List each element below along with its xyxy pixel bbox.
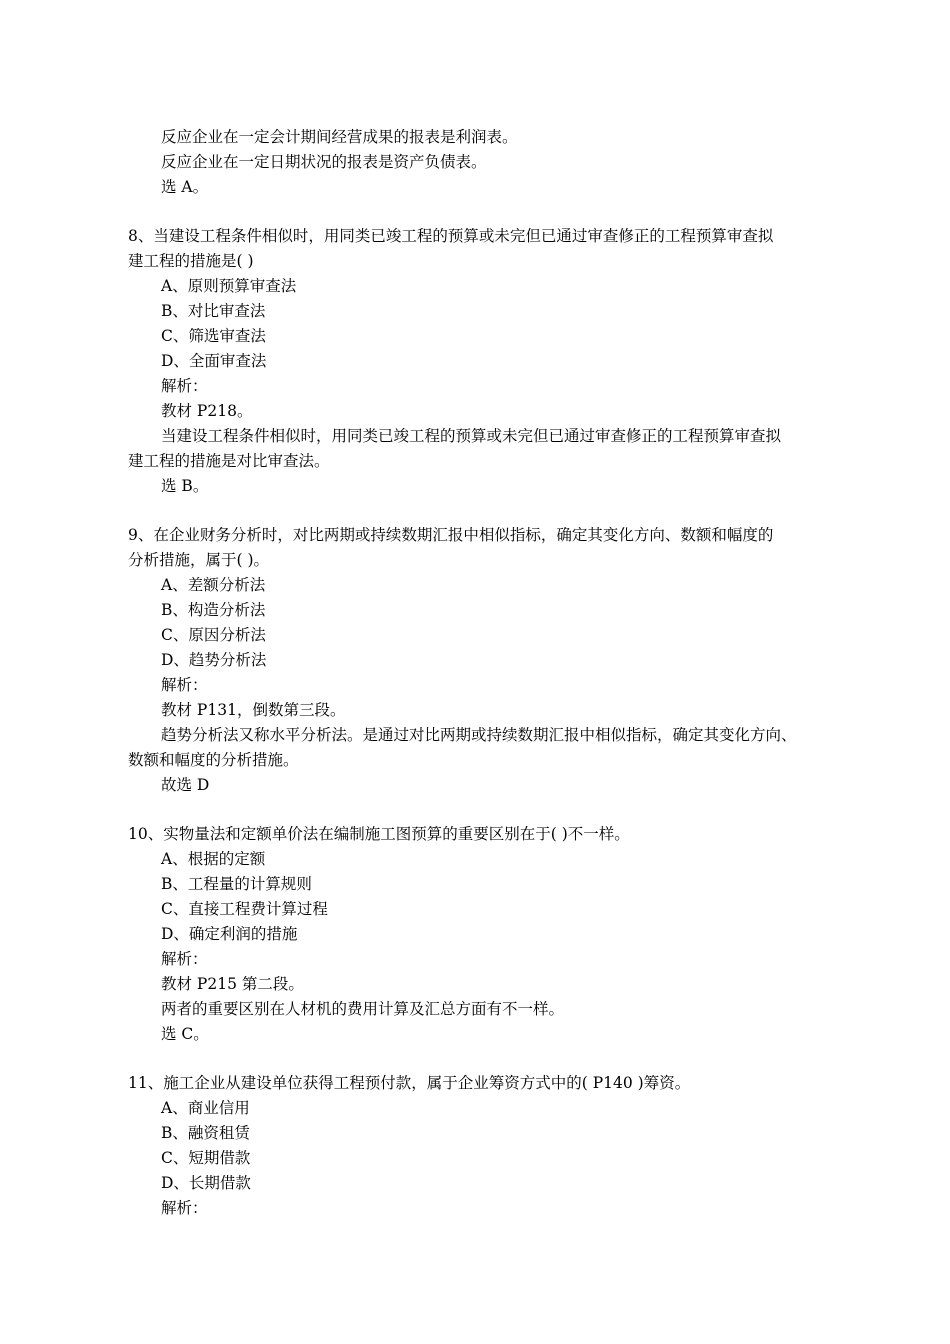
option-a: A、根据的定额 <box>161 850 266 868</box>
option-c: C、原因分析法 <box>161 626 266 644</box>
explanation-line: 当建设工程条件相似时，用同类已竣工程的预算或未完但已通过审查修正的工程预算审查拟 <box>161 427 782 445</box>
question-stem: 8、当建设工程条件相似时，用同类已竣工程的预算或未完但已通过审查修正的工程预算审查拟 <box>128 227 774 245</box>
option-b: B、构造分析法 <box>161 601 266 619</box>
option-b: B、工程量的计算规则 <box>161 875 312 893</box>
intro-line: 反应企业在一定日期状况的报表是资产负债表。 <box>161 153 487 171</box>
textbook-reference: 教材 P218。 <box>161 402 253 420</box>
option-b: B、对比审查法 <box>161 302 266 320</box>
option-c: C、短期借款 <box>161 1149 251 1167</box>
explanation-line: 两者的重要区别在人材机的费用计算及汇总方面有不一样。 <box>161 1000 565 1018</box>
option-d: D、长期借款 <box>161 1174 251 1192</box>
answer: 故选 D <box>161 776 210 794</box>
intro-line: 反应企业在一定会计期间经营成果的报表是利润表。 <box>161 128 518 146</box>
option-d: D、趋势分析法 <box>161 651 267 669</box>
analysis-label: 解析： <box>161 950 208 968</box>
explanation-line: 趋势分析法又称水平分析法。是通过对比两期或持续数期汇报中相似指标，确定其变化方向、 <box>161 726 797 744</box>
explanation-line: 建工程的措施是对比审查法。 <box>128 452 330 470</box>
question-stem: 分析措施，属于( )。 <box>128 551 270 569</box>
analysis-label: 解析： <box>161 676 208 694</box>
option-a: A、差额分析法 <box>161 576 266 594</box>
textbook-reference: 教材 P131，倒数第三段。 <box>161 701 346 719</box>
analysis-label: 解析： <box>161 1199 208 1217</box>
option-c: C、筛选审查法 <box>161 327 266 345</box>
question-stem: 9、在企业财务分析时，对比两期或持续数期汇报中相似指标，确定其变化方向、数额和幅度的 <box>128 526 774 544</box>
question-stem: 11、施工企业从建设单位获得工程预付款，属于企业筹资方式中的( P140 )筹资。 <box>128 1074 691 1092</box>
explanation-line: 数额和幅度的分析措施。 <box>128 751 299 769</box>
option-d: D、确定利润的措施 <box>161 925 298 943</box>
option-c: C、直接工程费计算过程 <box>161 900 328 918</box>
analysis-label: 解析： <box>161 377 208 395</box>
answer: 选 C。 <box>161 1025 209 1043</box>
option-a: A、原则预算审查法 <box>161 277 297 295</box>
intro-answer: 选 A。 <box>161 178 209 196</box>
option-b: B、融资租赁 <box>161 1124 250 1142</box>
question-stem: 10、实物量法和定额单价法在编制施工图预算的重要区别在于( )不一样。 <box>128 825 630 843</box>
textbook-reference: 教材 P215 第二段。 <box>161 975 304 993</box>
option-d: D、全面审查法 <box>161 352 267 370</box>
question-stem: 建工程的措施是( ) <box>128 252 254 270</box>
answer: 选 B。 <box>161 477 209 495</box>
option-a: A、商业信用 <box>161 1099 250 1117</box>
